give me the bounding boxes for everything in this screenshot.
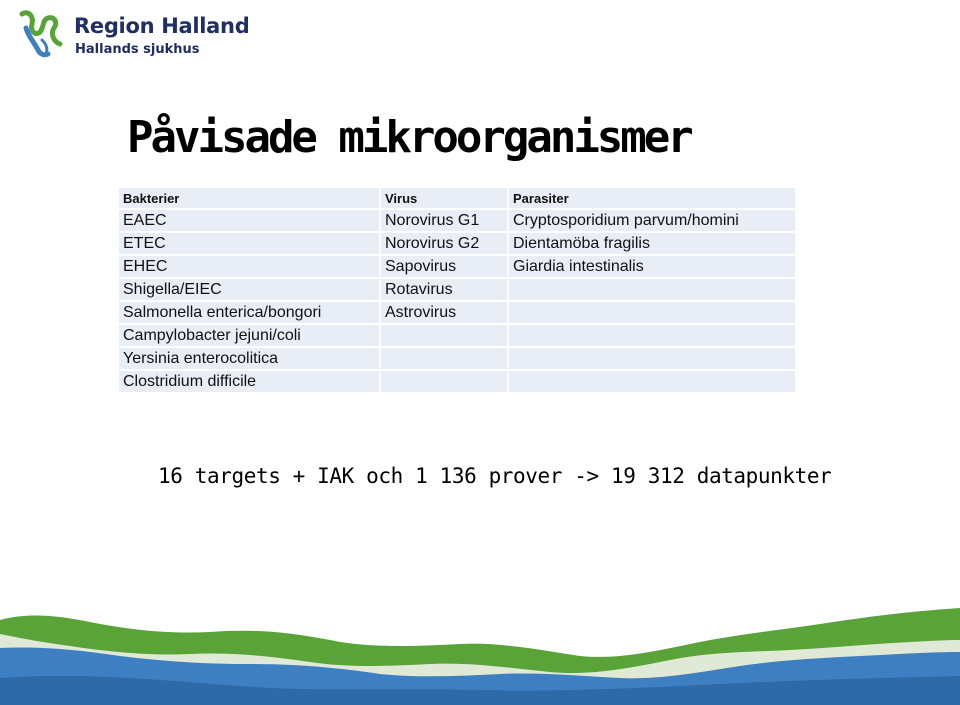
table-cell: Astrovirus <box>380 301 508 324</box>
table-cell: Clostridium difficile <box>118 370 380 393</box>
table-row <box>118 209 796 232</box>
table-cell: Norovirus G1 <box>380 209 508 232</box>
table-cell: Dientamöba fragilis <box>508 232 796 255</box>
table-row <box>118 324 796 347</box>
header-bakterier: Bakterier <box>118 187 380 209</box>
header-virus: Virus <box>380 187 508 209</box>
table-row <box>118 370 796 393</box>
table-cell: EAEC <box>118 209 380 232</box>
table-cell <box>508 347 796 370</box>
table-cell <box>508 370 796 393</box>
table-row <box>118 232 796 255</box>
table-cell <box>380 324 508 347</box>
table-cell: Salmonella enterica/bongori <box>118 301 380 324</box>
landscape-decoration <box>0 560 960 705</box>
table-header-row <box>118 187 796 209</box>
table-cell: ETEC <box>118 232 380 255</box>
table-cell <box>508 301 796 324</box>
region-halland-logo <box>14 4 250 60</box>
table-cell <box>508 278 796 301</box>
table-cell <box>380 370 508 393</box>
table-cell: Campylobacter jejuni/coli <box>118 324 380 347</box>
table-row <box>118 347 796 370</box>
table-row <box>118 255 796 278</box>
table-cell: Rotavirus <box>380 278 508 301</box>
summary-text: 16 targets + IAK och 1 136 prover -> 19 312 datapunkter <box>158 464 832 488</box>
table-cell <box>380 347 508 370</box>
table-cell: Giardia intestinalis <box>508 255 796 278</box>
organization-subtitle: Hallands sjukhus <box>75 42 200 57</box>
organization-name: Region Halland <box>74 14 250 38</box>
table-cell: Cryptosporidium parvum/homini <box>508 209 796 232</box>
table-row <box>118 278 796 301</box>
table-cell: Sapovirus <box>380 255 508 278</box>
microorganism-table <box>117 186 797 394</box>
table-row <box>118 301 796 324</box>
header-parasiter: Parasiter <box>508 187 796 209</box>
table-cell: Norovirus G2 <box>380 232 508 255</box>
table-cell: Yersinia enterocolitica <box>118 347 380 370</box>
table-cell: Shigella/EIEC <box>118 278 380 301</box>
region-halland-mark-icon <box>18 6 70 58</box>
page-title: Påvisade mikroorganismer <box>127 112 691 163</box>
table-cell: EHEC <box>118 255 380 278</box>
table-cell <box>508 324 796 347</box>
